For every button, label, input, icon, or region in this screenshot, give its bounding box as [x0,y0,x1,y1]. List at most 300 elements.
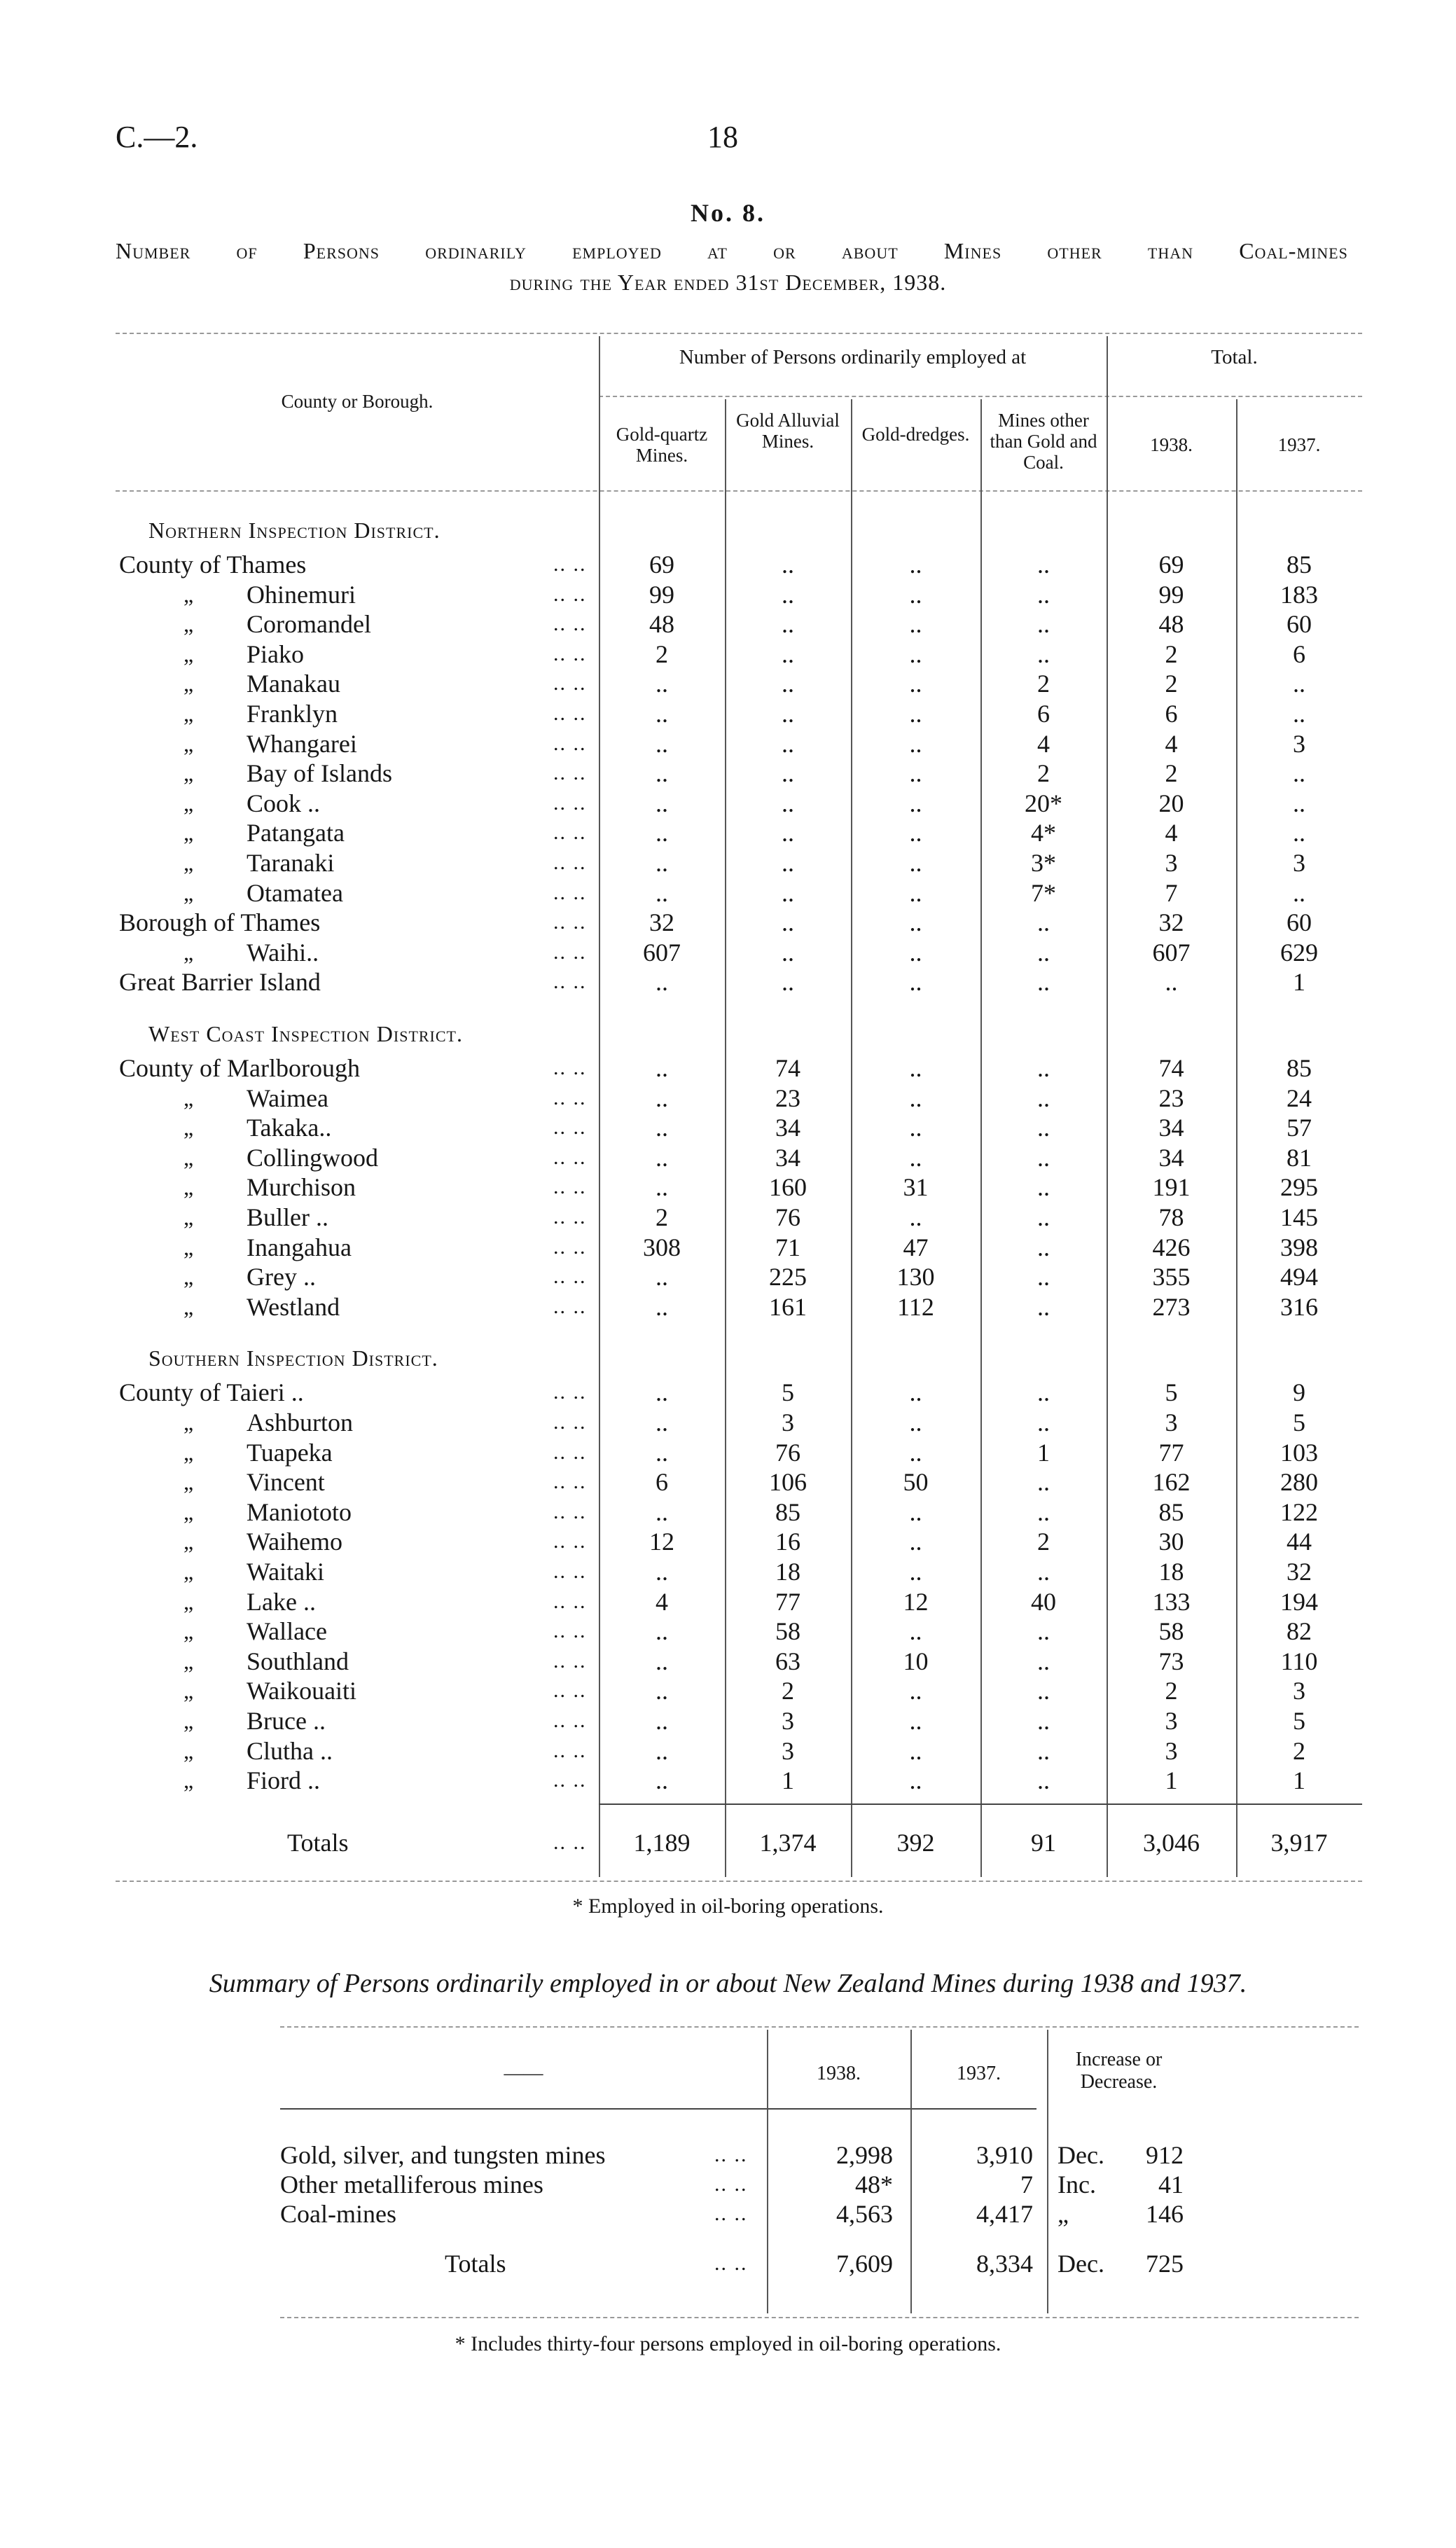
page-number: 18 [707,120,738,154]
row-label: Wallace [247,1617,328,1645]
cell-value: 5 [782,1378,794,1406]
cell-value: 398 [1280,1233,1318,1261]
row-label: Ashburton [247,1408,353,1436]
cell-value: .. [1037,939,1050,967]
change-kind: „ [1058,2200,1069,2228]
cell-value: 4 [1165,730,1178,758]
cell-value: .. [1037,968,1050,996]
cell-value: 2 [1037,1528,1050,1556]
ditto-mark: „ [183,940,194,965]
cell-value: 355 [1152,1263,1191,1291]
table-row [0,1736,1456,1766]
total-1938: 7,609 [836,2250,893,2278]
cell-value: 77 [1158,1439,1184,1467]
row-label: Manakau [247,670,340,698]
leader-dots: .. .. [553,672,587,695]
cell-value: .. [656,1617,668,1645]
leader-dots: .. .. [553,761,587,784]
cell-value: .. [909,1408,922,1436]
leader-dots: .. .. [553,1530,587,1553]
district-heading: Northern Inspection District. [148,518,441,543]
cell-value: .. [656,1054,668,1082]
cell-value: 607 [643,939,681,967]
cell-value: 2 [1165,670,1178,698]
ditto-mark: „ [183,1145,194,1170]
cell-value: 69 [649,551,674,579]
table-row [0,1083,1456,1113]
column-header: 1938. [1150,434,1193,455]
row-label: Inangahua [247,1233,352,1261]
row-label: Waihemo [247,1528,343,1556]
cell-value: .. [909,1766,922,1794]
cell-value: 1 [1037,1439,1050,1467]
row-label: Lake .. [247,1588,316,1616]
row-label: Waihi.. [247,939,319,967]
cell-value: 6 [1165,700,1178,728]
cell-value: 47 [903,1233,929,1261]
cell-value: 5 [1165,1378,1178,1406]
ditto-mark: „ [183,1440,194,1465]
ditto-mark: „ [183,671,194,696]
change-kind: Dec. [1058,2141,1104,2169]
cell-value: .. [1037,1054,1050,1082]
cell-value: 6 [656,1468,668,1496]
cell-value: .. [1037,1084,1050,1112]
ditto-mark: „ [183,701,194,726]
row-label: Vincent [247,1468,325,1496]
cell-value: .. [909,1737,922,1765]
cell-value: .. [782,908,794,936]
table-row [0,1527,1456,1556]
cell-value: 106 [769,1468,807,1496]
cell-value: .. [909,789,922,817]
ditto-mark: „ [183,1589,194,1614]
cell-value: 103 [1280,1439,1318,1467]
leader-dots: .. .. [553,1768,587,1792]
leader-dots: .. .. [553,881,587,904]
cell-value: 629 [1280,939,1318,967]
cell-value: .. [909,1617,922,1645]
totals-label: Totals [287,1829,349,1857]
cell-value: .. [909,908,922,936]
cell-value: 76 [775,1439,800,1467]
cell-value: 3* [1031,849,1056,877]
leader-dots: .. .. [553,702,587,725]
change-value [1058,2140,1184,2170]
cell-value: .. [1037,1468,1050,1496]
cell-value: 32 [1158,908,1184,936]
cell-value: 2 [1037,670,1050,698]
cell-value: 60 [1287,908,1312,936]
cell-value: .. [1037,551,1050,579]
ditto-mark: „ [183,1264,194,1289]
cell-value: 23 [1158,1084,1184,1112]
summary-title: Summary of Persons ordinarily employed in or about New Zealand Mines during 1938 and 1937. [209,1969,1247,1998]
cell-value: 122 [1280,1498,1318,1526]
cell-value: .. [909,1707,922,1735]
title-word: or [773,238,796,263]
value-1938: 48* [855,2170,893,2199]
cell-value: 20 [1158,789,1184,817]
cell-value: 74 [1158,1054,1184,1082]
ditto-mark: „ [183,731,194,756]
total-change [1058,2248,1184,2279]
totals-row [0,1828,1456,1857]
summary-col-header: 1938. [817,2063,861,2084]
cell-value: 34 [1158,1144,1184,1172]
cell-value: .. [1037,1677,1050,1705]
cell-value: .. [1293,670,1305,698]
ditto-mark: „ [183,880,194,906]
cell-value: 31 [903,1173,929,1201]
leader-dots: .. .. [553,1175,587,1198]
ditto-mark: „ [183,1205,194,1230]
leader-dots: .. .. [553,1146,587,1169]
cell-value: .. [656,670,668,698]
cell-value: .. [656,1263,668,1291]
cell-value: .. [1037,1498,1050,1526]
ditto-mark: „ [183,1649,194,1674]
cell-value: .. [1037,1263,1050,1291]
table-row [0,1408,1456,1437]
cell-value: 3 [1165,1707,1178,1735]
cell-value: .. [909,939,922,967]
row-label: Otamatea [247,879,343,907]
cell-value: .. [1037,1293,1050,1321]
row-label: Buller .. [247,1203,328,1231]
cell-value: 12 [903,1588,929,1616]
cell-value: 34 [775,1144,800,1172]
summary-col-header: Increase or Decrease. [1075,2049,1163,2093]
header-bottom-rule [116,490,1362,492]
title-word: other [1047,238,1102,263]
cell-value: .. [656,1084,668,1112]
table-row [0,1203,1456,1232]
totals-value: 91 [1031,1829,1056,1857]
cell-value: .. [782,700,794,728]
cell-value: 99 [1158,581,1184,609]
cell-value: 3 [782,1737,794,1765]
title-word: about [841,238,899,263]
table-footnote: * Employed in oil-boring operations. [572,1895,884,1918]
cell-value: .. [909,1498,922,1526]
ditto-mark: „ [183,1500,194,1525]
table-row [0,699,1456,728]
cell-value: 12 [649,1528,674,1556]
cell-value: .. [1293,700,1305,728]
cell-value: .. [1293,789,1305,817]
row-label: County of Taieri .. [119,1378,304,1406]
column-header: Gold-quartz Mines. [616,424,708,466]
column-header: 1937. [1277,434,1321,455]
table-row [0,818,1456,847]
row-label: Takaka.. [247,1114,332,1142]
table-row [0,848,1456,878]
table-row [0,878,1456,908]
cell-value: 7 [1165,879,1178,907]
title-word: ordinarily [425,238,527,263]
cell-value: .. [909,1528,922,1556]
cell-value: 63 [775,1647,800,1675]
cell-value: 6 [1293,640,1305,668]
leader-dots: .. .. [553,1235,587,1259]
leader-dots: .. .. [714,2202,748,2225]
row-label: Cook .. [247,789,321,817]
total-1937: 8,334 [976,2250,1033,2278]
cell-value: 48 [1158,610,1184,638]
cell-value: 50 [903,1468,929,1496]
column-header: Mines other than Gold and Coal. [990,410,1097,473]
cell-value: 4 [1165,819,1178,847]
leader-dots: .. .. [553,732,587,755]
change-value [1058,2199,1184,2229]
cell-value: .. [782,551,794,579]
cell-value: 3 [1293,1677,1305,1705]
cell-value: .. [909,879,922,907]
summary-row-label: Gold, silver, and tungsten mines [280,2141,606,2169]
district-heading: West Coast Inspection District. [148,1021,463,1046]
table-title-line1 [116,238,1348,264]
change-kind: Inc. [1058,2170,1096,2199]
cell-value: 308 [643,1233,681,1261]
table-row [0,1647,1456,1676]
totals-value: 3,046 [1143,1829,1200,1857]
cell-value: .. [656,1558,668,1586]
cell-value: .. [656,1439,668,1467]
row-label: Grey .. [247,1263,316,1291]
cell-value: .. [909,819,922,847]
cell-value: .. [782,670,794,698]
column-header: Gold Alluvial Mines. [736,410,840,452]
table-row [0,967,1456,997]
row-label: Southland [247,1647,349,1675]
cell-value: 2 [656,640,668,668]
leader-dots: .. .. [553,1500,587,1523]
leader-dots: .. .. [553,1590,587,1613]
district-heading: Southern Inspection District. [148,1345,438,1371]
totals-value: 3,917 [1270,1829,1328,1857]
row-label: Patangata [247,819,345,847]
cell-value: 85 [1158,1498,1184,1526]
cell-value: .. [656,1647,668,1675]
cell-value: 162 [1152,1468,1191,1496]
leader-dots: .. .. [714,2252,748,2275]
cell-value: .. [1037,610,1050,638]
table-row [0,1706,1456,1736]
table-number: No. 8. [691,199,765,227]
cell-value: .. [1037,1558,1050,1586]
table-row [0,1053,1456,1083]
ditto-mark: „ [183,1410,194,1435]
cell-value: 69 [1158,551,1184,579]
cell-value: .. [909,1084,922,1112]
summary-col-header: 1937. [957,2063,1001,2084]
cell-value: .. [909,1054,922,1082]
cell-value: 2 [1037,759,1050,787]
cell-value: .. [656,1677,668,1705]
title-word: of [236,238,258,263]
cell-value: .. [1037,1766,1050,1794]
cell-value: 1 [1165,1766,1178,1794]
leader-dots: .. .. [553,791,587,815]
cell-value: 1 [782,1766,794,1794]
row-label: Franklyn [247,700,338,728]
row-label: Taranaki [247,849,335,877]
cell-value: .. [656,1144,668,1172]
change-kind: Dec. [1058,2250,1104,2278]
summary-row-label: Coal-mines [280,2200,396,2228]
table-row [0,1467,1456,1497]
table-row [0,1766,1456,1795]
summary-bottom-rule [280,2317,1359,2318]
cell-value: 7* [1031,879,1056,907]
cell-value: 81 [1287,1144,1312,1172]
totals-value: 1,189 [633,1829,691,1857]
cell-value: 3 [1165,1408,1178,1436]
cell-value: .. [909,1677,922,1705]
leader-dots: .. .. [553,612,587,635]
cell-value: .. [656,879,668,907]
value-1938: 4,563 [836,2200,893,2228]
cell-value: 57 [1287,1114,1312,1142]
row-label: Ohinemuri [247,581,356,609]
leader-dots: .. .. [553,1265,587,1288]
cell-value: .. [656,968,668,996]
cell-value: .. [782,849,794,877]
leader-dots: .. .. [553,911,587,934]
cell-value: 3 [1293,849,1305,877]
cell-value: .. [909,730,922,758]
table-row [0,550,1456,579]
cell-value: 3 [1293,730,1305,758]
ditto-mark: „ [183,850,194,875]
table-row [0,1292,1456,1322]
table-row [0,580,1456,609]
ditto-mark: „ [183,1294,194,1320]
cell-value: 191 [1152,1173,1191,1201]
cell-value: .. [909,968,922,996]
cell-value: .. [782,939,794,967]
row-label: Piako [247,640,305,668]
title-word: at [707,238,728,263]
table-row [0,669,1456,698]
cell-value: 183 [1280,581,1318,609]
table-row [0,759,1456,788]
leader-dots: .. .. [553,1470,587,1493]
cell-value: 133 [1152,1588,1191,1616]
column-header: Gold-dredges. [861,424,970,445]
table-bottom-rule [116,1881,1362,1882]
leader-dots: .. .. [553,1679,587,1702]
cell-value: .. [909,1558,922,1586]
row-label: Fiord .. [247,1766,321,1794]
leader-dots: .. .. [714,2173,748,2196]
cell-value: 3 [782,1408,794,1436]
cell-value: 2 [656,1203,668,1231]
cell-value: .. [782,730,794,758]
cell-value: .. [782,879,794,907]
cell-value: 44 [1287,1528,1312,1556]
cell-value: 295 [1280,1173,1318,1201]
cell-value: .. [656,1378,668,1406]
cell-value: 20* [1025,789,1062,817]
row-label: County of Thames [119,551,307,579]
row-label: Waitaki [247,1558,325,1586]
cell-value: 145 [1280,1203,1318,1231]
leader-dots: .. .. [553,1116,587,1139]
cell-value: 273 [1152,1293,1191,1321]
ditto-mark: „ [183,1708,194,1733]
ditto-mark: „ [183,1529,194,1554]
cell-value: 160 [769,1173,807,1201]
cell-value: .. [1037,1233,1050,1261]
leader-dots: .. .. [553,970,587,993]
totals-value: 1,374 [759,1829,817,1857]
table-row [0,729,1456,759]
cell-value: 2 [1165,759,1178,787]
cell-value: .. [656,1707,668,1735]
table-row [0,1378,1456,1407]
cell-value: 1 [1293,968,1305,996]
cell-value: 316 [1280,1293,1318,1321]
cell-value: 58 [775,1617,800,1645]
leader-dots: .. .. [553,583,587,606]
group-header: Number of Persons ordinarily employed at [679,346,1027,368]
cell-value: .. [782,640,794,668]
cell-value: 2 [1165,640,1178,668]
row-label: County of Marlborough [119,1054,360,1082]
table-row [0,1233,1456,1262]
leader-dots: .. .. [553,1205,587,1228]
cell-value: 34 [1158,1114,1184,1142]
value-1938: 2,998 [836,2141,893,2169]
cell-value: .. [1293,819,1305,847]
cell-value: 10 [903,1647,929,1675]
totals-value: 392 [896,1829,935,1857]
cell-value: .. [1037,1203,1050,1231]
cell-value: .. [656,1766,668,1794]
row-label: Maniototo [247,1498,352,1526]
row-label: Murchison [247,1173,356,1201]
leader-dots: .. .. [553,851,587,874]
cell-value: .. [782,759,794,787]
row-label: Westland [247,1293,340,1321]
cell-value: 3 [782,1707,794,1735]
cell-value: 60 [1287,610,1312,638]
row-label: Collingwood [247,1144,379,1172]
title-word: Coal-mines [1239,238,1348,263]
cell-value: 2 [1165,1677,1178,1705]
ditto-mark: „ [183,1086,194,1111]
cell-value: .. [782,789,794,817]
leader-dots: .. .. [553,642,587,665]
leader-dots: .. .. [553,821,587,844]
row-label: Whangarei [247,730,357,758]
cell-value: 34 [775,1114,800,1142]
cell-value: 4 [1037,730,1050,758]
table-row [0,789,1456,818]
cell-value: 2 [782,1677,794,1705]
cell-value: .. [656,1498,668,1526]
value-1937: 4,417 [976,2200,1033,2228]
summary-row [0,2199,1456,2229]
cell-value: 130 [896,1263,935,1291]
table-title-line2: during the Year ended 31st December, 1938. [509,270,947,295]
row-label: Waikouaiti [247,1677,357,1705]
cell-value: .. [782,610,794,638]
cell-value: .. [1037,1737,1050,1765]
cell-value: .. [656,730,668,758]
